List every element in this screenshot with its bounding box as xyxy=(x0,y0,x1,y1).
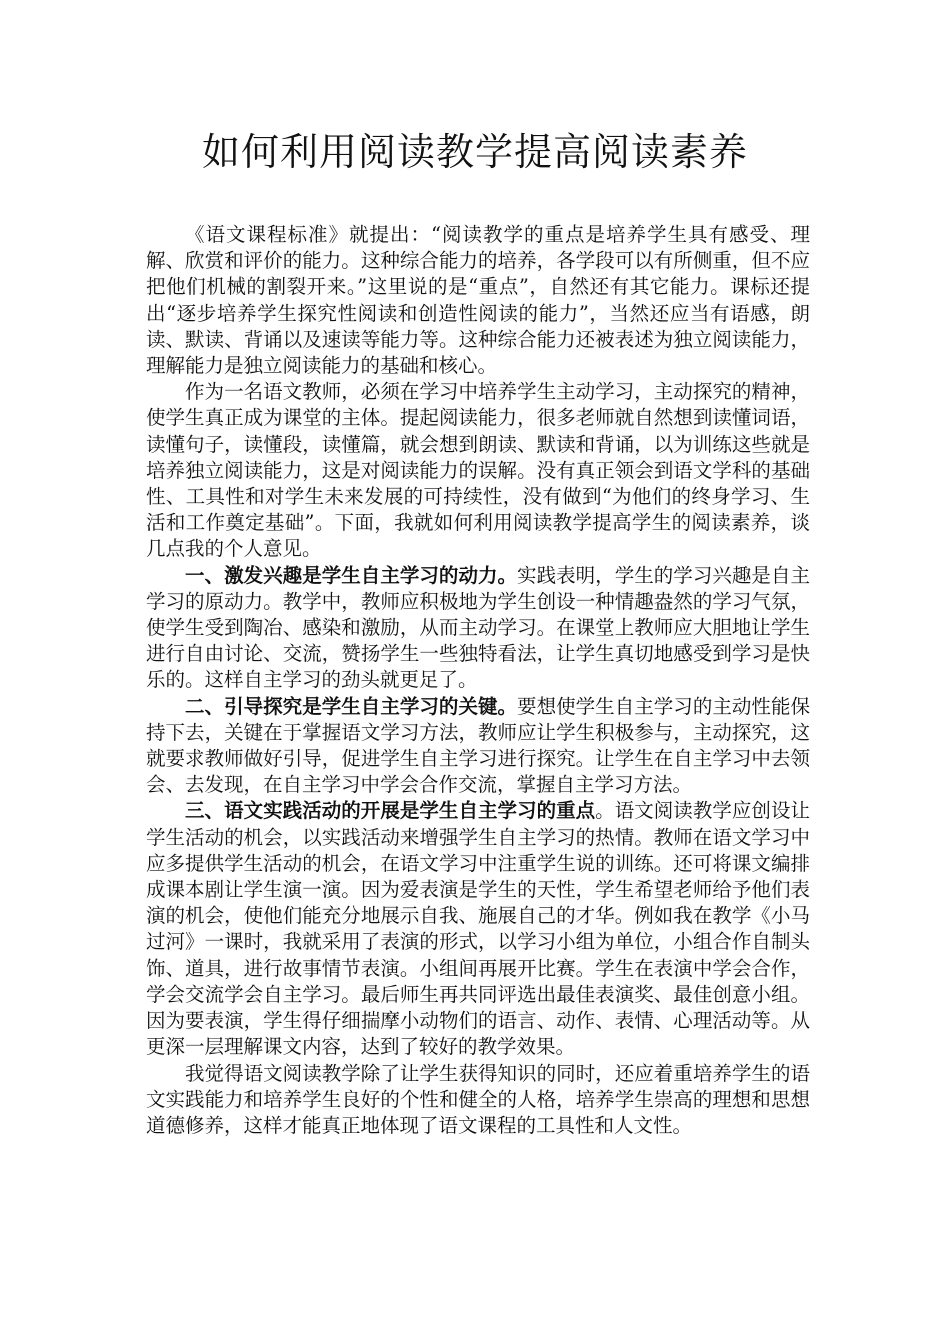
paragraph-6-text: 我觉得语文阅读教学除了让学生获得知识的同时，还应着重培养学生的语文实践能力和培养学生良好的个性和健全的人格，培养学生崇高的理想和思想道德修养，这样才能真正地体现了语文课程的工具性和人文性。 xyxy=(146,1061,810,1137)
paragraph-1 xyxy=(146,222,810,379)
paragraph-3-text: 实践表明，学生的学习兴趣是自主学习的原动力。教学中，教师应积极地为学生创设一种情趣盎然的学习气氛，使学生受到陶冶、感染和激励，从而主动学习。在课堂上教师应大胆地让学生进行自由讨论、交流，赞扬学生一些独特看法，让学生真切地感受到学习是快乐的。这样自主学习的劲头就更足了。 xyxy=(146,563,810,692)
paragraph-2-text: 作为一名语文教师，必须在学习中培养学生主动学习，主动探究的精神，使学生真正成为课堂的主体。提起阅读能力，很多老师就自然想到读懂词语，读懂句子，读懂段，读懂篇，就会想到朗读、默读和背诵，以为训练这些就是培养独立阅读能力，这是对阅读能力的误解。没有真正领会到语文学科的基础性、工具性和对学生未来发展的可持续性，没有做到“为他们的终身学习、生活和工作奠定基础”。下面，我就如何利用阅读教学提高学生的阅读素养，谈几点我的个人意见。 xyxy=(146,380,810,561)
document-body xyxy=(146,222,810,1139)
paragraph-3-lead: 一、激发兴趣是学生自主学习的动力。 xyxy=(185,563,518,587)
paragraph-6 xyxy=(146,1061,810,1140)
paragraph-5-lead: 三、语文实践活动的开展是学生自主学习的重点 xyxy=(185,799,596,823)
paragraph-5-text: 。语文阅读教学应创设让学生活动的机会，以实践活动来增强学生自主学习的热情。教师在语文学习中应多提供学生活动的机会，在语文学习中注重学生说的训练。还可将课文编排成课本剧让学生演一演。因为爱表演是学生的天性，学生希望老师给予他们表演的机会，使他们能充分地展示自我、施展自己的才华。例如我在教学《小马过河》一课时，我就采用了表演的形式，以学习小组为单位，小组合作自制头饰、道具，进行故事情节表演。小组间再展开比赛。学生在表演中学会合作，学会交流学会自主学习。最后师生再共同评选出最佳表演奖、最佳创意小组。因为要表演，学生得仔细揣摩小动物们的语言、动作、表情、心理活动等。从更深一层理解课文内容，达到了较好的教学效果。 xyxy=(146,799,810,1059)
paragraph-3 xyxy=(146,563,810,694)
paragraph-4-text: 要想使学生自主学习的主动性能保持下去，关键在于掌握语文学习方法，教师应让学生积极参与，主动探究，这就要求教师做好引导，促进学生自主学习进行探究。让学生在自主学习中去领会、去发现，在自主学习中学会合作交流，掌握自主学习方法。 xyxy=(146,694,810,797)
paragraph-1-text: 《语文课程标准》就提出：“阅读教学的重点是培养学生具有感受、理解、欣赏和评价的能力。这种综合能力的培养，各学段可以有所侧重，但不应把他们机械的割裂开来。”这里说的是“重点”，自然还有其它能力。课标还提出“逐步培养学生探究性阅读和创造性阅读的能力”，当然还应当有语感，朗读、默读、背诵以及速读等能力等。这种综合能力还被表述为独立阅读能力，理解能力是独立阅读能力的基础和核心。 xyxy=(146,223,810,378)
paragraph-4-lead: 二、引导探究是学生自主学习的关键。 xyxy=(185,694,518,718)
paragraph-5 xyxy=(146,798,810,1060)
paragraph-2 xyxy=(146,379,810,562)
paragraph-4 xyxy=(146,694,810,799)
document-title: 如何利用阅读教学提高阅读素养 xyxy=(201,130,748,174)
